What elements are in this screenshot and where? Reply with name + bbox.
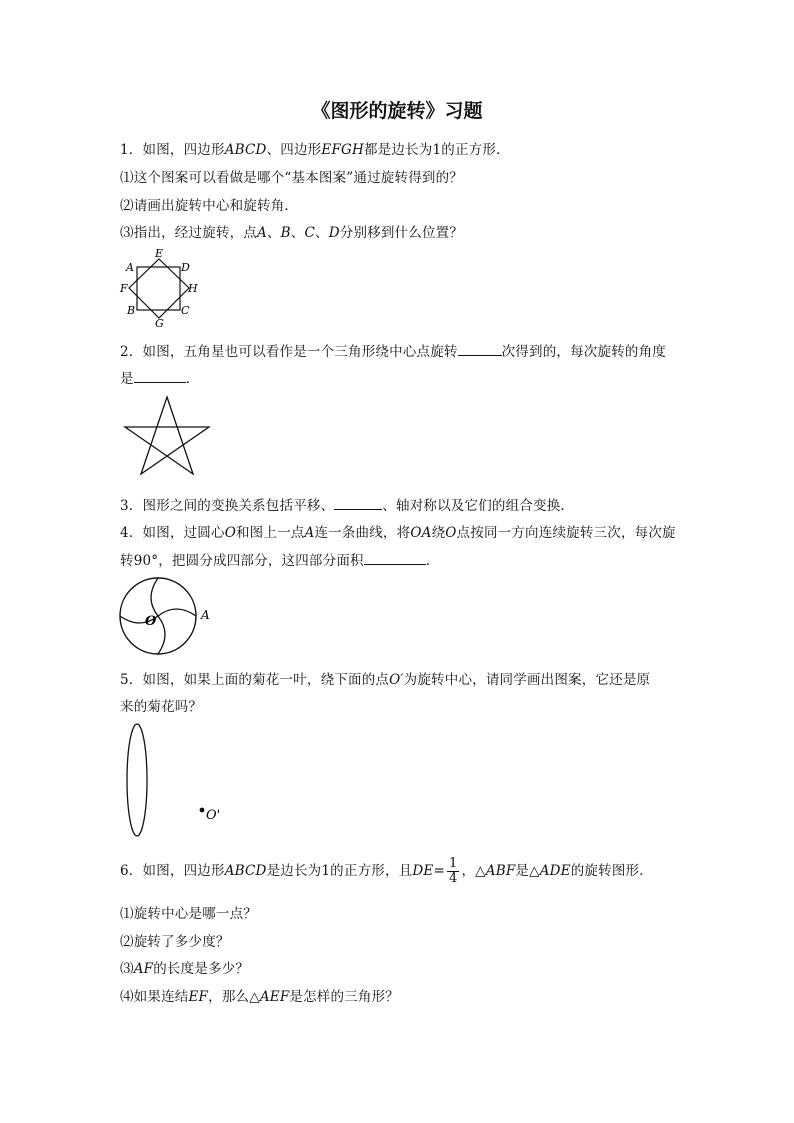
q6-part3-prefix: ⑶ [120,961,134,977]
label-g: G [155,317,164,330]
label-a: A [201,608,210,622]
label-o-prime: O' [206,808,221,823]
q3-blank[interactable] [334,497,382,510]
q3-text-a: 3．图形之间的变换关系包括平移、 [120,498,335,514]
q6-frac-den: 4 [448,871,458,886]
q4-text-d: 绕 [431,525,446,541]
q4-line1 [120,521,676,541]
q4-text-f: 转90°，把圆分成四部分，这四部分面积 [120,553,364,569]
q4-text-e: 点按同一方向连续旋转三次，每次旋 [456,525,676,541]
q4-circle-figure [118,576,218,658]
q2-text-c: 是 [120,371,134,387]
q1-sep: 、 [290,225,305,241]
q6-stem [120,856,653,886]
q5-petal-figure [120,722,230,840]
q1-stem-text-c: 都是边长为1的正方形． [363,142,510,158]
q6-frac-num: 1 [448,856,458,871]
center-point [200,808,205,813]
q3-text-b: 、轴对称以及它们的组合变换． [382,498,575,514]
q1-efgh: EFGH [321,142,364,158]
q6-part4 [120,985,399,1005]
label-f: F [120,282,128,295]
q6-part4-text-a: ⑷如果连结 [120,989,189,1005]
pentagram [125,397,209,474]
label-d: D [181,261,190,274]
q1-stem-text-b: 、四边形 [266,142,322,158]
q6-fraction [447,857,459,886]
q1-part3 [120,221,463,241]
q6-part3-text: 的长度是多少？ [153,961,250,977]
q1-part2: ⑵请画出旋转中心和旋转角． [120,198,299,214]
q3-line [120,494,574,514]
q5-text-b: 为旋转中心，请同学画出图案，它还是原 [403,672,651,688]
q5-o-prime: O′ [389,672,404,688]
q6-abcd: ABCD [224,863,267,879]
q1-point-b: B [280,225,291,241]
q6-part3 [120,957,249,977]
q6-eq: = [433,863,445,879]
q6-part4-text-c: 是怎样的三角形？ [289,989,399,1005]
q4-oa: OA [410,525,432,541]
q2-pentagram-figure [124,395,210,477]
q1-point-a: A [257,225,267,241]
q1-octagram-figure [115,248,205,330]
q4-text-a: 4．如图，过圆心 [120,525,225,541]
q2-text-a: 2．如图，五角星也可以看作是一个三角形绕中心点旋转 [120,344,458,360]
q6-af: AF [133,961,154,977]
curve-rot-270 [151,578,158,616]
label-a: A [126,261,134,274]
q6-aef: AEF [259,989,290,1005]
label-b: B [127,304,136,317]
q1-stem-text-a: 1．如图，四边形 [120,142,225,158]
q1-sep: 、 [266,225,281,241]
curve-oa [158,609,196,616]
q6-abf: ABF [485,863,516,879]
q4-o: O [224,525,236,541]
q4-text-g: ． [425,553,440,569]
q6-ef: EF [188,989,209,1005]
petal [127,724,147,836]
q6-text-b: 是边长为1的正方形，且 [266,863,413,879]
q1-stem [120,138,510,158]
q1-point-c: C [304,225,316,241]
curve-rot-90 [158,616,165,654]
label-h: H [188,282,198,295]
q2-blank-angle[interactable] [134,370,186,383]
q1-point-d: D [328,225,340,241]
q2-text-b: 次得到的，每次旋转的角度 [501,344,666,360]
q4-blank[interactable] [364,552,426,565]
q6-de: DE [412,863,434,879]
q6-text-a: 6．如图，四边形 [120,863,225,879]
q6-part4-text-b: ，那么△ [208,989,260,1005]
q5-text-a: 5．如图，如果上面的菊花一叶，绕下面的点 [120,672,390,688]
page-title: 《图形的旋转》习题 [311,100,483,122]
q2-line1 [120,340,666,360]
q2-text-d: ． [185,371,200,387]
label-c: C [181,304,190,317]
q6-ade: ADE [539,863,571,879]
q6-text-e: 的旋转图形． [570,863,653,879]
q1-part3-text-b: 分别移到什么位置？ [339,225,464,241]
q2-line2 [120,367,199,387]
q4-o-2: O [445,525,457,541]
q4-a: A [304,525,315,541]
q1-abcd: ABCD [224,142,267,158]
q1-part1: ⑴这个图案可以看做是哪个“基本图案”通过旋转得到的？ [120,170,464,186]
q5-line1 [120,668,650,688]
q4-line2 [120,549,439,569]
q2-blank-count[interactable] [458,343,502,356]
q6-text-d: 是△ [515,863,540,879]
q4-text-b: 和图上一点 [235,525,305,541]
label-e: E [155,247,164,260]
q4-text-c: 连一条曲线，将 [314,525,411,541]
q1-part3-text-a: ⑶指出，经过旋转，点 [120,225,257,241]
q6-part1: ⑴旋转中心是哪一点？ [120,906,257,922]
q1-sep: 、 [315,225,329,241]
q6-text-c: ，△ [461,863,486,879]
q6-part2: ⑵旋转了多少度？ [120,934,230,950]
q5-line2: 来的菊花吗？ [120,699,203,715]
label-o: O [145,614,157,629]
